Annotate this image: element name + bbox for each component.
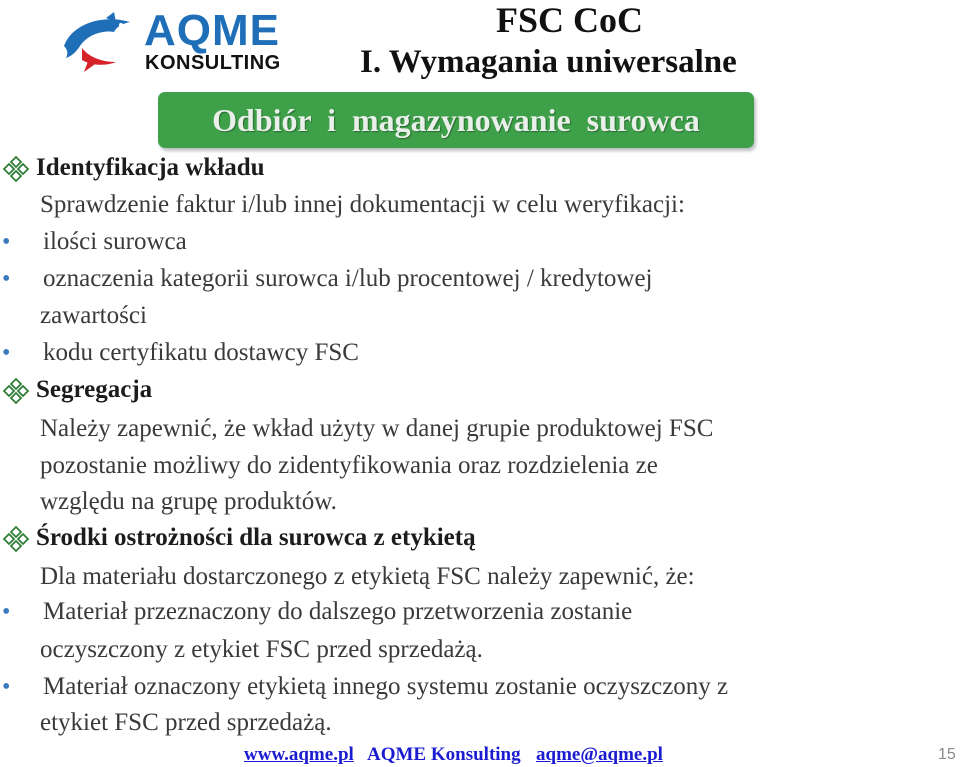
list-item <box>0 227 187 257</box>
footer-website-link[interactable]: www.aqme.pl <box>244 744 354 765</box>
list-item-text: ilości surowca <box>43 228 187 255</box>
bullet-dot: • <box>2 266 11 292</box>
bullet-dot: • <box>2 340 11 366</box>
page-number: 15 <box>938 746 956 763</box>
bullet-dot: • <box>2 229 11 255</box>
aqme-logo <box>60 6 281 74</box>
diamond-bullet-icon <box>2 523 30 561</box>
list-item <box>0 672 728 702</box>
slide-title: FSC CoC <box>496 0 644 40</box>
list-item-text: kodu certyfikatu dostawcy FSC <box>43 339 359 366</box>
footer-company: AQME Konsulting <box>367 744 521 765</box>
list-item-continuation: etykiet FSC przed sprzedażą. <box>40 709 332 736</box>
list-item <box>0 338 359 368</box>
list-item-continuation: zawartości <box>40 302 147 329</box>
paragraph-line: Sprawdzenie faktur i/lub innej dokumentacji w celu weryfikacji: <box>40 191 685 218</box>
section-heading-srodki <box>0 523 476 553</box>
bullet-dot: • <box>2 674 11 700</box>
section-heading-label: Segregacja <box>36 376 153 403</box>
dolphin-icon <box>60 12 142 74</box>
list-item <box>0 597 632 627</box>
section-heading-segregacja <box>0 375 152 405</box>
section-heading-label: Środki ostrożności dla surowca z etykietą <box>36 524 476 551</box>
list-item-text: Materiał oznaczony etykietą innego systemu zostanie oczyszczony z <box>43 673 729 700</box>
list-item <box>0 264 653 294</box>
footer <box>0 744 960 766</box>
bullet-dot: • <box>2 599 11 625</box>
diamond-bullet-icon <box>2 375 30 413</box>
slide-subtitle: I. Wymagania uniwersalne <box>360 44 737 80</box>
list-item-text: oznaczenia kategorii surowca i/lub procentowej / kredytowej <box>43 265 653 292</box>
list-item-continuation: oczyszczony z etykiet FSC przed sprzedażą. <box>40 636 483 663</box>
paragraph-line: pozostanie możliwy do zidentyfikowania oraz rozdzielenia ze <box>40 452 658 479</box>
section-heading-label: Identyfikacja wkładu <box>36 154 265 181</box>
section-banner-label: Odbiór i magazynowanie surowca <box>212 102 700 138</box>
section-banner <box>158 92 754 148</box>
paragraph-line: Należy zapewnić, że wkład użyty w danej grupie produktowej FSC <box>40 415 714 442</box>
paragraph-line: względu na grupę produktów. <box>40 488 337 515</box>
logo-wordmark-konsulting: KONSULTING <box>145 52 281 74</box>
paragraph-line: Dla materiału dostarczonego z etykietą FSC należy zapewnić, że: <box>40 563 695 590</box>
logo-wordmark-aqme: AQME <box>144 6 280 55</box>
footer-email-link[interactable]: aqme@aqme.pl <box>536 744 663 765</box>
diamond-bullet-icon <box>2 153 30 191</box>
section-heading-identyfikacja <box>0 153 265 183</box>
list-item-text: Materiał przeznaczony do dalszego przetworzenia zostanie <box>43 598 633 625</box>
